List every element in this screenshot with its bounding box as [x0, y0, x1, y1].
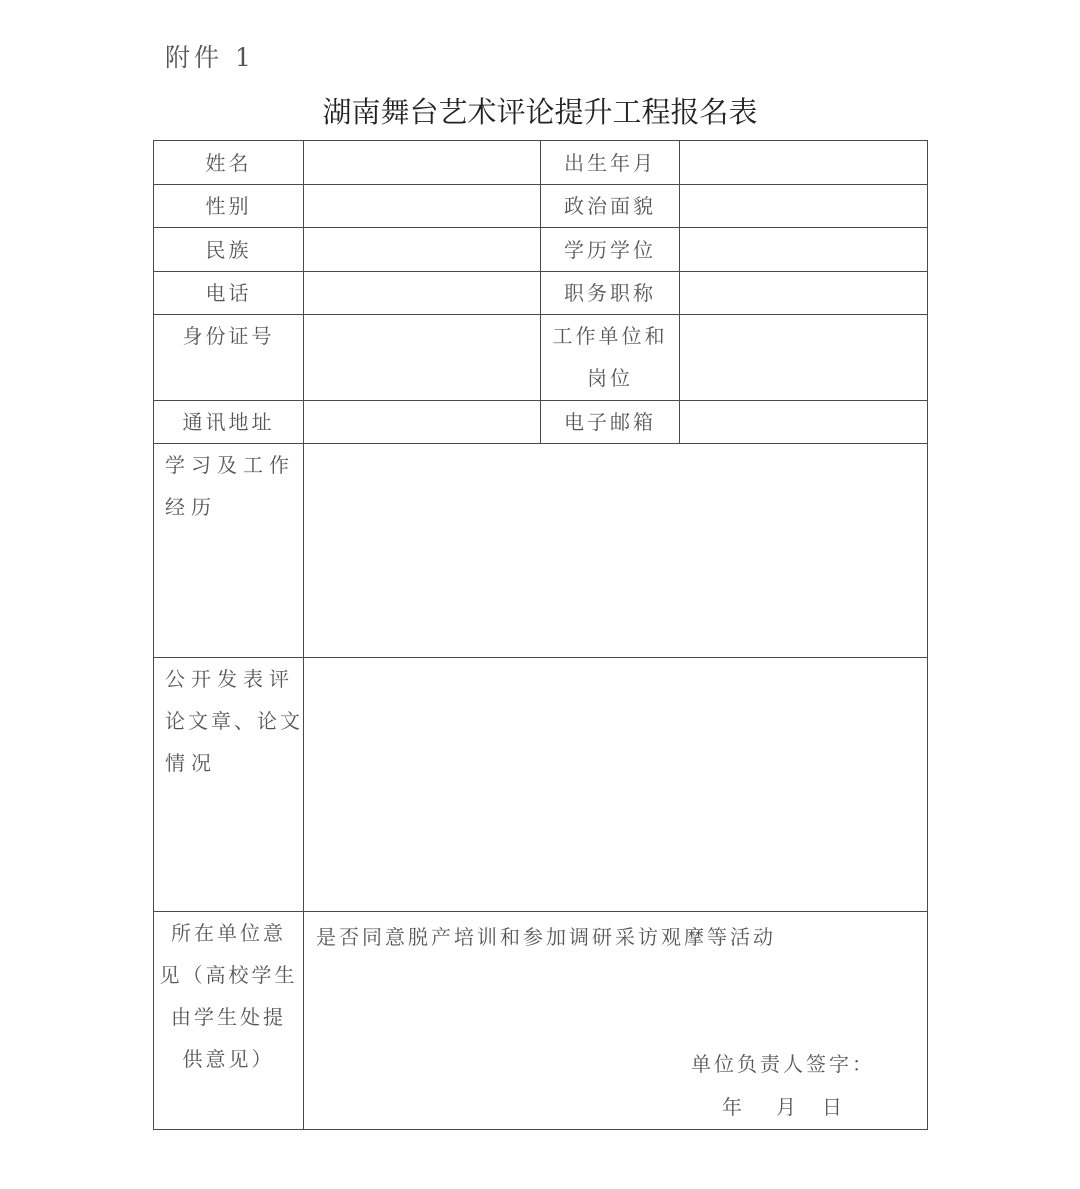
registration-form-table: [153, 140, 928, 1130]
label-gender: 性别: [205, 194, 252, 218]
id-number-input[interactable]: [304, 315, 540, 400]
date-month-label: 月: [776, 1095, 796, 1119]
label-unit-opinion-line2: 见（高校学生: [159, 963, 298, 987]
phone-input[interactable]: [304, 272, 540, 314]
label-publications: [165, 658, 303, 784]
label-publications-line3: 情况: [165, 751, 217, 775]
address-input[interactable]: [304, 401, 540, 443]
date-day-label: 日: [822, 1095, 842, 1119]
ethnicity-input[interactable]: [304, 228, 540, 271]
label-address: 通讯地址: [182, 410, 275, 434]
attachment-label: 附件 1: [165, 43, 255, 72]
label-unit-opinion-line3: 由学生处提: [171, 1005, 286, 1029]
label-workplace-line2: 岗位: [587, 366, 633, 390]
label-birth: 出生年月: [564, 150, 656, 175]
signature-label: 单位负责人签字：: [691, 1052, 875, 1076]
label-unit-opinion-line4: 供意见）: [182, 1047, 275, 1071]
label-workplace: [541, 315, 679, 400]
label-political: 政治面貌: [564, 194, 656, 218]
label-ethnicity: 民族: [205, 237, 252, 262]
label-experience-line2: 经历: [165, 495, 217, 519]
label-unit-opinion: [154, 912, 303, 1080]
political-input[interactable]: [680, 185, 927, 227]
label-publications-line2: 论文章、论文: [165, 709, 303, 733]
label-workplace-line1: 工作单位和: [552, 324, 668, 348]
education-input[interactable]: [680, 228, 927, 271]
label-unit-opinion-line1: 所在单位意: [171, 921, 286, 945]
birth-input[interactable]: [680, 141, 927, 184]
label-phone: 电话: [205, 281, 252, 305]
unit-opinion-prompt: 是否同意脱产培训和参加调研采访观摩等活动: [316, 925, 776, 949]
date-year-label: 年: [722, 1095, 742, 1119]
label-email: 电子邮箱: [564, 410, 656, 434]
workplace-input[interactable]: [680, 315, 927, 400]
experience-input[interactable]: [304, 444, 927, 657]
label-experience-line1: 学习及工作: [165, 453, 295, 477]
publications-input[interactable]: [304, 658, 927, 911]
label-education: 学历学位: [564, 237, 656, 262]
name-input[interactable]: [304, 141, 540, 184]
label-experience: [165, 444, 295, 528]
gender-input[interactable]: [304, 185, 540, 227]
form-title: 湖南舞台艺术评论提升工程报名表: [322, 95, 758, 129]
label-publications-line1: 公开发表评: [165, 667, 295, 691]
label-position-title: 职务职称: [564, 281, 656, 305]
email-input[interactable]: [680, 401, 927, 443]
label-name: 姓名: [205, 150, 252, 175]
position-title-input[interactable]: [680, 272, 927, 314]
label-id-number: 身份证号: [182, 324, 275, 348]
